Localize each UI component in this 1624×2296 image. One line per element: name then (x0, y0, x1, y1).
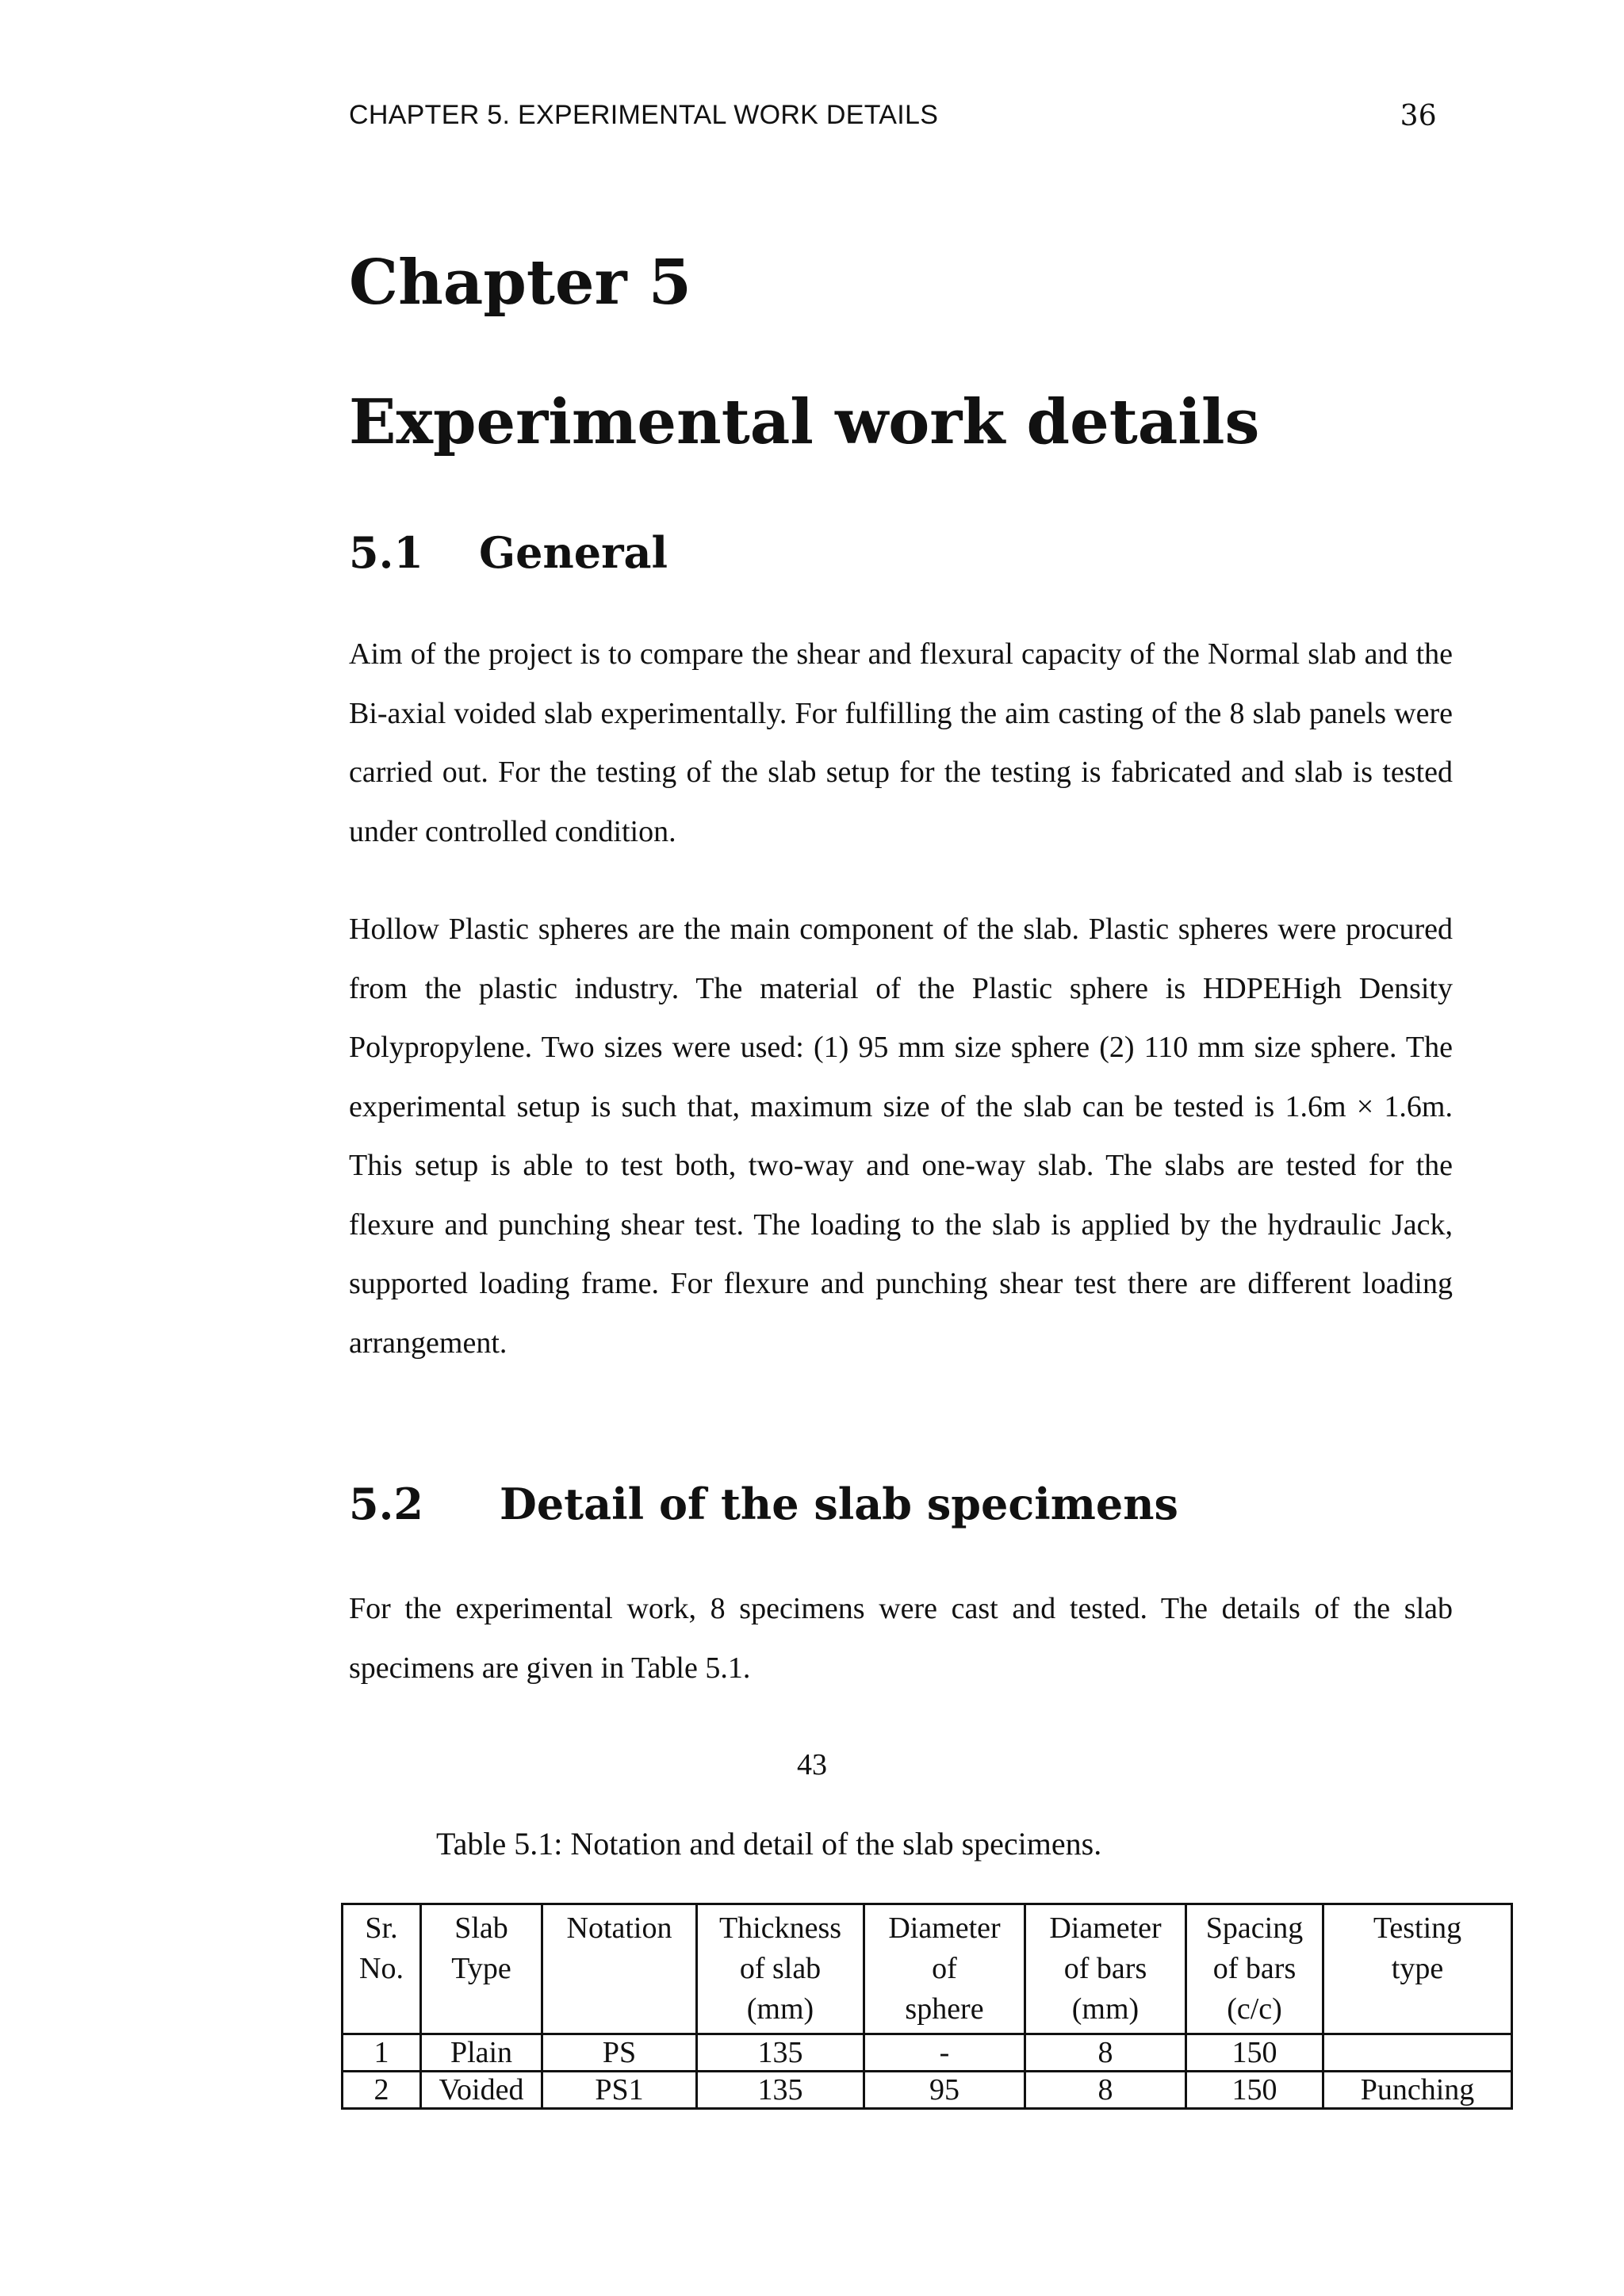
section-title: Detail of the slab specimens (500, 1479, 1178, 1529)
table-cell: 135 (697, 2072, 864, 2109)
header-cell-slab-type (421, 1904, 542, 2034)
header-text: of bars (1063, 1952, 1147, 1985)
header-text: Sr. (365, 1911, 398, 1945)
header-cell-bar-spacing (1186, 1904, 1323, 2034)
table-cell: Plain (421, 2034, 542, 2072)
page-number: 43 (797, 1748, 827, 1781)
table-cell: 135 (697, 2034, 864, 2072)
running-header-title: CHAPTER 5. EXPERIMENTAL WORK DETAILS (349, 100, 939, 130)
header-text: Diameter (888, 1911, 1001, 1945)
paragraph: Hollow Plastic spheres are the main component of the slab. Plastic spheres were procured from the plastic industry. The material of the Plastic sphere is HDPEHigh Density Polypropylene. Two sizes were used: (1) 95 mm size sphere (2) 110 mm size sphere. The experimental setup is such that, maximum size of the slab can be tested is 1.6m × 1.6m. This setup is able to test both, two-way and one-way slab. The slabs are tested for the flexure and punching shear test. The loading to the slab is applied by the hydraulic Jack, supported loading frame. For flexure and punching shear test there are different loading arrangement. (349, 913, 1453, 1360)
header-text: type (1391, 1952, 1444, 1985)
table-row (343, 2034, 1512, 2072)
header-cell-testing-type (1323, 1904, 1512, 2034)
slab-specimens-table (341, 1903, 1513, 2110)
header-text: Diameter (1049, 1911, 1162, 1945)
table-cell: 95 (864, 2072, 1025, 2109)
section-heading-slab-specimens (349, 1479, 1178, 1529)
header-text: No. (359, 1952, 404, 1985)
paragraph: For the experimental work, 8 specimens were cast and tested. The details of the slab specimens are given in Table 5.1. (349, 1592, 1453, 1685)
header-cell-sphere-diameter (864, 1904, 1025, 2034)
section-heading-general (349, 527, 668, 578)
table-header-row (343, 1904, 1512, 2034)
table-cell (1323, 2034, 1512, 2072)
header-text: Spacing (1205, 1911, 1304, 1945)
table-cell: 8 (1025, 2034, 1186, 2072)
table-caption: Table 5.1: Notation and detail of the slab specimens. (436, 1826, 1102, 1862)
table-cell: PS (542, 2034, 697, 2072)
header-text: Testing (1373, 1911, 1462, 1945)
header-text: (mm) (1071, 1992, 1139, 2026)
header-text: of slab (739, 1952, 822, 1985)
table-cell: 150 (1186, 2072, 1323, 2109)
table-row (343, 2072, 1512, 2109)
section-number: 5.2 (349, 1479, 423, 1529)
header-text: Thickness (718, 1911, 842, 1945)
header-text: Slab (454, 1911, 508, 1945)
header-cell-thickness (697, 1904, 864, 2034)
running-header-page-number: 36 (1400, 100, 1437, 132)
section-number: 5.1 (349, 527, 423, 578)
header-cell-bar-diameter (1025, 1904, 1186, 2034)
header-cell-sr-no (343, 1904, 421, 2034)
chapter-label: Chapter 5 (349, 247, 692, 319)
header-text: Type (451, 1952, 511, 1985)
header-cell-notation (542, 1904, 697, 2034)
table-cell: 2 (343, 2072, 421, 2109)
table-cell: Voided (421, 2072, 542, 2109)
table-cell: 150 (1186, 2034, 1323, 2072)
header-text: sphere (905, 1992, 984, 2026)
table-cell: 1 (343, 2034, 421, 2072)
chapter-title: Experimental work details (349, 386, 1260, 458)
table-cell: PS1 (542, 2072, 697, 2109)
header-text: (mm) (746, 1992, 814, 2026)
table-cell: 8 (1025, 2072, 1186, 2109)
header-text: (c/c) (1227, 1992, 1282, 2026)
section-title: General (479, 527, 668, 578)
table-cell: - (864, 2034, 1025, 2072)
table-cell: Punching (1323, 2072, 1512, 2109)
header-text: of (932, 1952, 957, 1985)
paragraph: Aim of the project is to compare the shear and flexural capacity of the Normal slab and the Bi-axial voided slab experimentally. For fulfilling the aim casting of the 8 slab panels were carried out. For the testing of the slab setup for the testing is fabricated and slab is tested under controlled condition. (349, 637, 1453, 848)
header-text: of bars (1212, 1952, 1297, 1985)
header-text: Notation (566, 1911, 672, 1945)
